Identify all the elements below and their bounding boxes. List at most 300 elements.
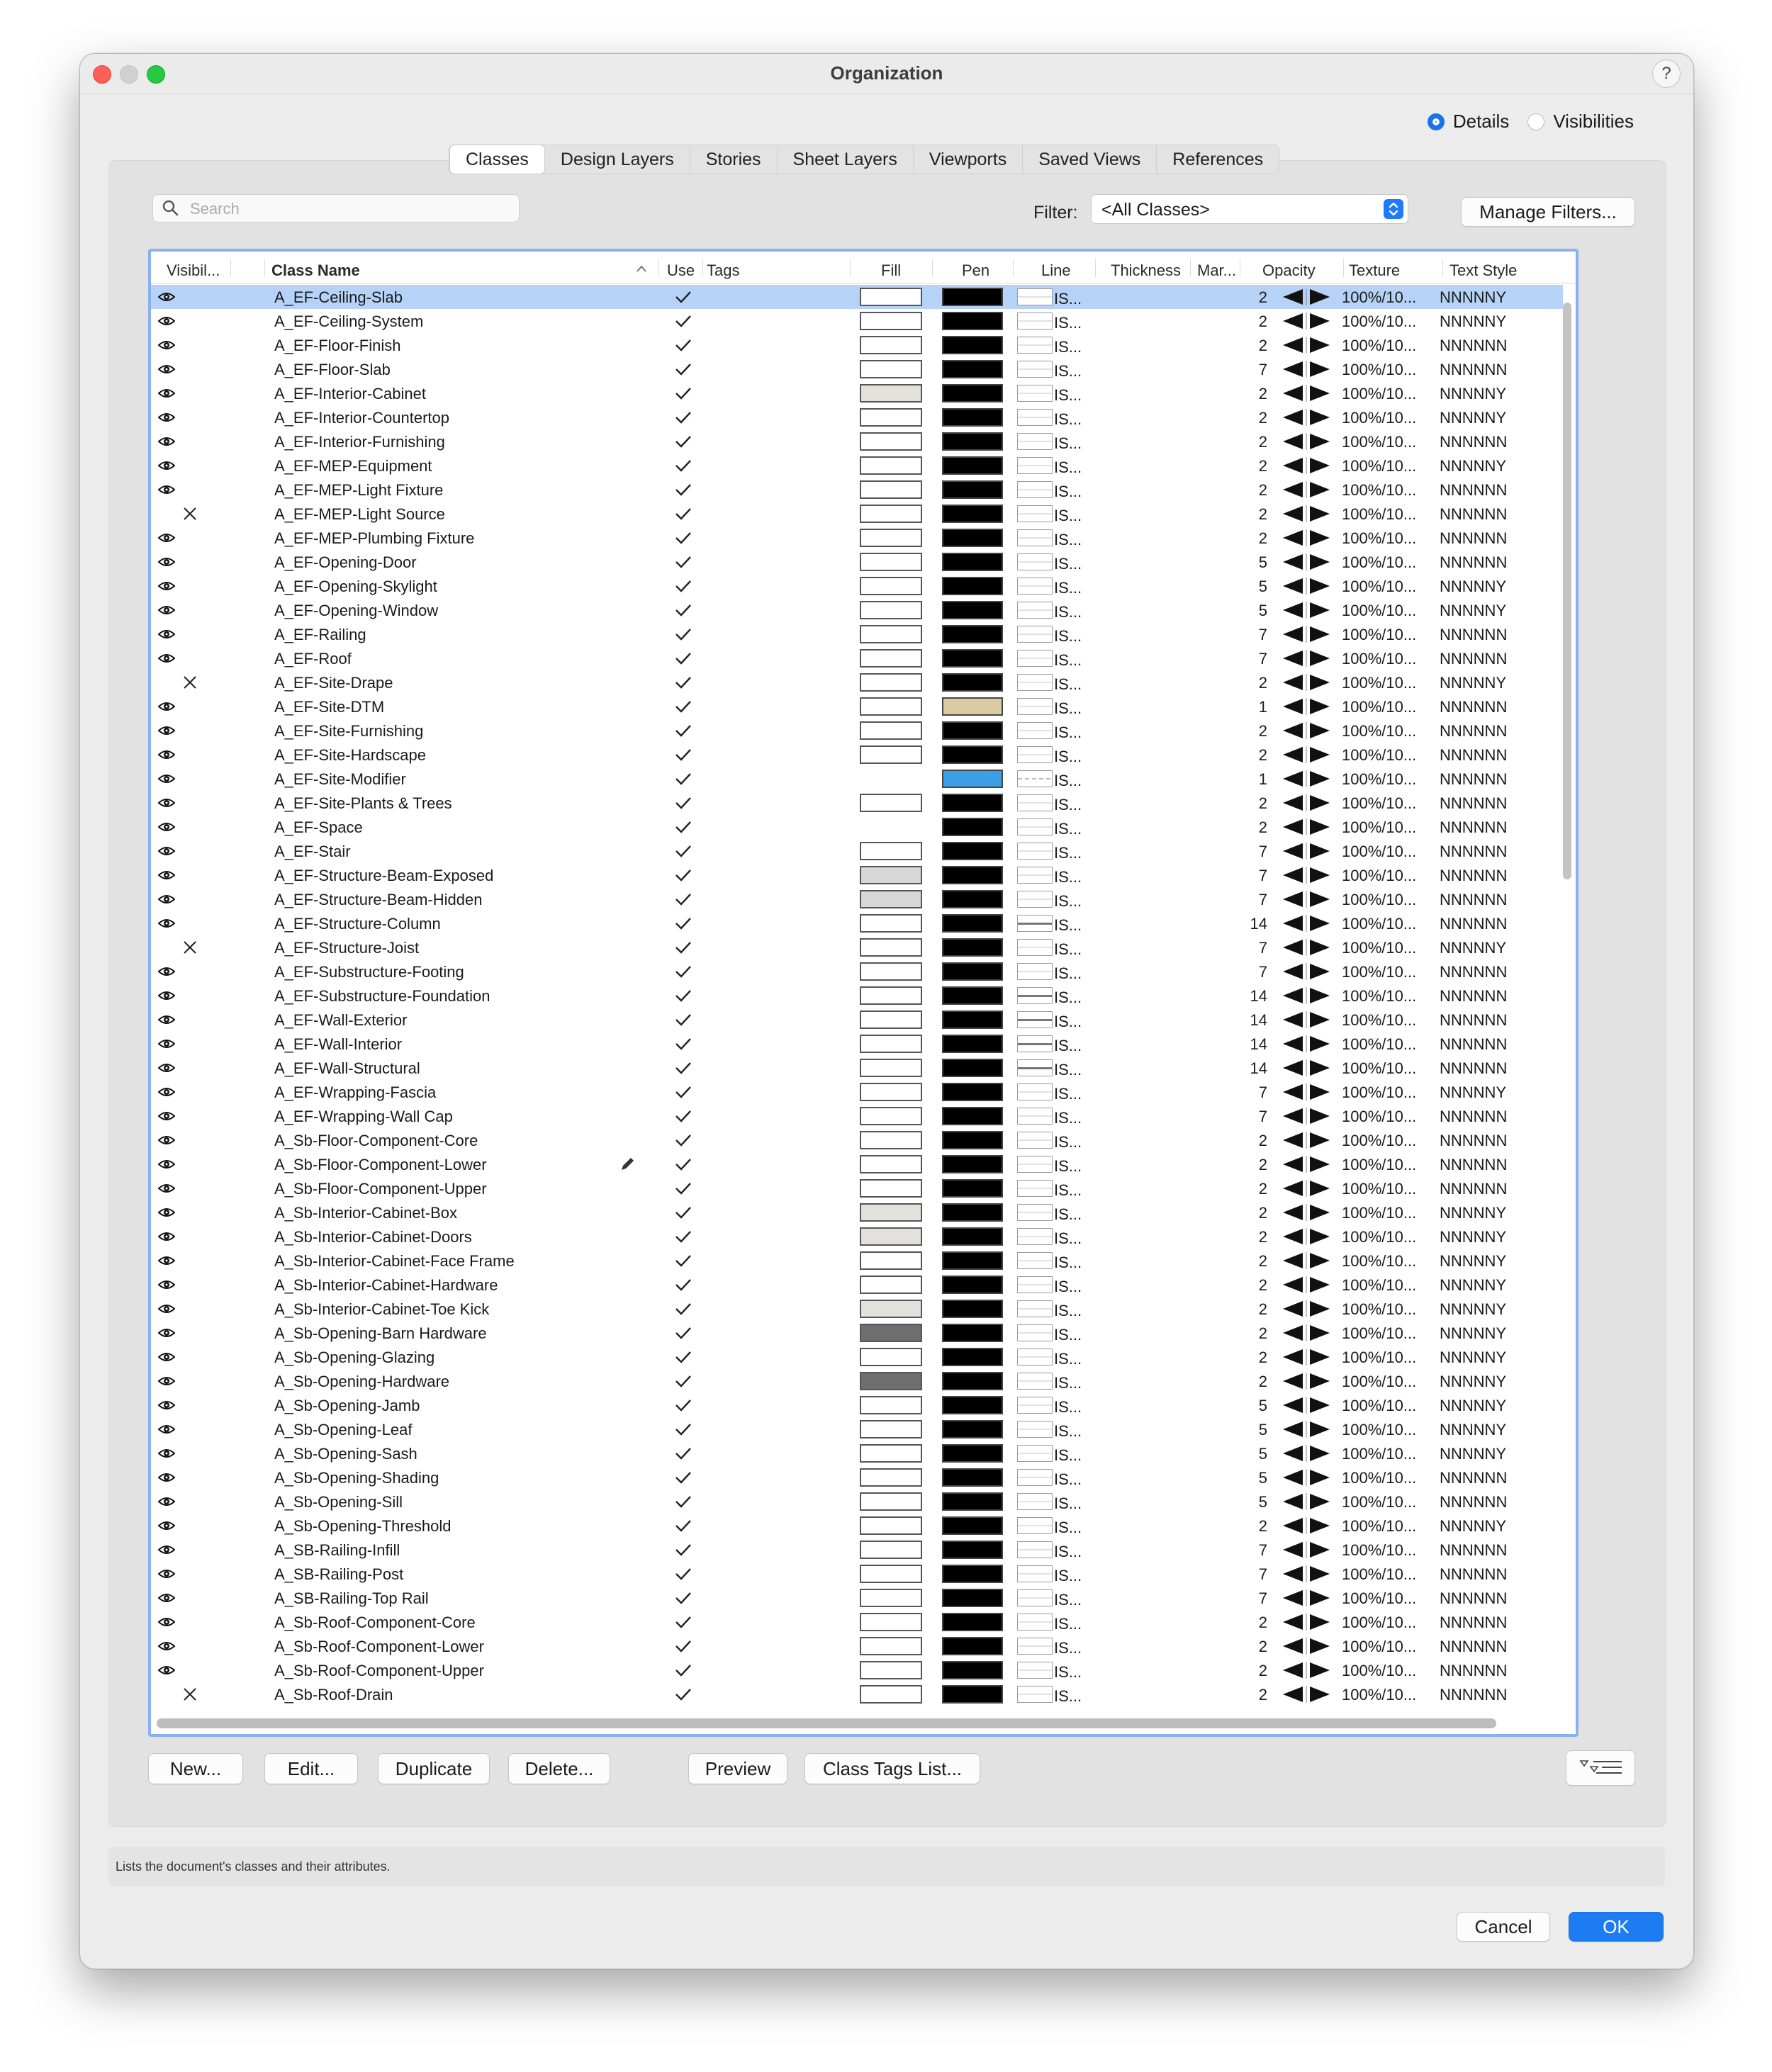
- eye-icon[interactable]: [158, 723, 175, 738]
- col-line[interactable]: Line: [1041, 261, 1071, 279]
- fill-swatch[interactable]: [860, 408, 922, 427]
- eye-icon[interactable]: [158, 843, 175, 859]
- class-name-cell[interactable]: A_EF-MEP-Plumbing Fixture: [274, 529, 475, 547]
- tab-sheet-layers[interactable]: Sheet Layers: [778, 145, 914, 174]
- fill-swatch[interactable]: [860, 745, 922, 764]
- marker-arrows-icon[interactable]: [1282, 1300, 1331, 1317]
- line-swatch[interactable]: [1017, 1300, 1053, 1317]
- fill-swatch[interactable]: [860, 721, 922, 740]
- pen-swatch[interactable]: [942, 818, 1003, 836]
- fill-swatch[interactable]: [860, 1010, 922, 1029]
- fill-swatch[interactable]: [860, 1251, 922, 1270]
- line-swatch[interactable]: [1017, 1662, 1053, 1679]
- fill-swatch[interactable]: [860, 890, 922, 908]
- marker-arrows-icon[interactable]: [1282, 1108, 1331, 1125]
- eye-icon[interactable]: [158, 1662, 175, 1678]
- table-row[interactable]: [151, 1610, 1563, 1634]
- marker-arrows-icon[interactable]: [1282, 385, 1331, 402]
- table-row[interactable]: [151, 670, 1563, 694]
- fill-swatch[interactable]: [860, 1276, 922, 1294]
- pen-swatch[interactable]: [942, 1276, 1003, 1294]
- pen-swatch[interactable]: [942, 1444, 1003, 1463]
- pen-swatch[interactable]: [942, 1420, 1003, 1438]
- eye-icon[interactable]: [158, 530, 175, 546]
- class-name-cell[interactable]: A_EF-Site-Plants & Trees: [274, 794, 452, 812]
- pen-swatch[interactable]: [942, 866, 1003, 884]
- line-swatch[interactable]: [1017, 578, 1053, 595]
- eye-icon[interactable]: [158, 1421, 175, 1437]
- class-name-cell[interactable]: A_Sb-Roof-Component-Core: [274, 1614, 476, 1631]
- marker-arrows-icon[interactable]: [1282, 1204, 1331, 1221]
- fill-swatch[interactable]: [860, 673, 922, 692]
- fill-swatch[interactable]: [860, 1444, 922, 1463]
- table-row[interactable]: [151, 1321, 1563, 1345]
- pen-swatch[interactable]: [942, 1010, 1003, 1029]
- class-name-cell[interactable]: A_EF-Site-Drape: [274, 674, 393, 692]
- pen-swatch[interactable]: [942, 1035, 1003, 1053]
- fill-swatch[interactable]: [860, 1300, 922, 1318]
- line-swatch[interactable]: [1017, 1059, 1053, 1076]
- tab-stories[interactable]: Stories: [690, 145, 778, 174]
- fill-swatch[interactable]: [860, 288, 922, 306]
- pen-swatch[interactable]: [942, 794, 1003, 812]
- class-name-cell[interactable]: A_EF-Wall-Structural: [274, 1059, 420, 1077]
- marker-arrows-icon[interactable]: [1282, 987, 1331, 1004]
- eye-icon[interactable]: [158, 867, 175, 883]
- pen-swatch[interactable]: [942, 288, 1003, 306]
- eye-icon[interactable]: [158, 1036, 175, 1052]
- eye-icon[interactable]: [158, 795, 175, 811]
- tab-saved-views[interactable]: Saved Views: [1023, 145, 1157, 174]
- table-row[interactable]: [151, 694, 1563, 719]
- pen-swatch[interactable]: [942, 770, 1003, 788]
- table-row[interactable]: [151, 1032, 1563, 1056]
- fill-swatch[interactable]: [860, 1107, 922, 1125]
- line-swatch[interactable]: [1017, 385, 1053, 402]
- eye-icon[interactable]: [158, 1590, 175, 1606]
- marker-arrows-icon[interactable]: [1282, 457, 1331, 474]
- hidden-x-icon[interactable]: [182, 1687, 198, 1702]
- eye-icon[interactable]: [158, 289, 175, 305]
- class-name-cell[interactable]: A_Sb-Floor-Component-Core: [274, 1132, 478, 1149]
- column-options-button[interactable]: [1566, 1750, 1635, 1786]
- table-row[interactable]: [151, 911, 1563, 935]
- table-row[interactable]: [151, 574, 1563, 598]
- fill-swatch[interactable]: [860, 938, 922, 957]
- table-row[interactable]: [151, 1128, 1563, 1152]
- pen-swatch[interactable]: [942, 505, 1003, 523]
- line-swatch[interactable]: [1017, 1324, 1053, 1341]
- eye-icon[interactable]: [158, 1181, 175, 1196]
- table-row[interactable]: [151, 502, 1563, 526]
- pen-swatch[interactable]: [942, 1251, 1003, 1270]
- eye-icon[interactable]: [158, 1542, 175, 1558]
- pen-swatch[interactable]: [942, 1468, 1003, 1487]
- table-row[interactable]: [151, 429, 1563, 454]
- eye-icon[interactable]: [158, 1156, 175, 1172]
- pen-swatch[interactable]: [942, 914, 1003, 933]
- col-thickness[interactable]: Thickness: [1111, 261, 1182, 279]
- marker-arrows-icon[interactable]: [1282, 1469, 1331, 1486]
- fill-swatch[interactable]: [860, 1637, 922, 1655]
- radio-details[interactable]: [1428, 111, 1509, 133]
- eye-icon[interactable]: [158, 410, 175, 425]
- eye-icon[interactable]: [158, 988, 175, 1003]
- col-opacity[interactable]: Opacity: [1262, 261, 1316, 279]
- eye-icon[interactable]: [158, 337, 175, 353]
- class-name-cell[interactable]: A_EF-Roof: [274, 650, 352, 668]
- class-name-cell[interactable]: A_EF-Wall-Interior: [274, 1035, 403, 1053]
- eye-icon[interactable]: [158, 1614, 175, 1630]
- table-row[interactable]: [151, 478, 1563, 502]
- marker-arrows-icon[interactable]: [1282, 481, 1331, 498]
- table-row[interactable]: [151, 1490, 1563, 1514]
- class-name-cell[interactable]: A_Sb-Opening-Sill: [274, 1493, 403, 1511]
- class-name-cell[interactable]: A_EF-MEP-Light Fixture: [274, 481, 444, 499]
- table-row[interactable]: [151, 1104, 1563, 1128]
- line-swatch[interactable]: [1017, 553, 1053, 570]
- pen-swatch[interactable]: [942, 456, 1003, 475]
- class-name-cell[interactable]: A_EF-Opening-Window: [274, 602, 439, 619]
- fill-swatch[interactable]: [860, 1492, 922, 1511]
- fill-swatch[interactable]: [860, 1155, 922, 1173]
- line-swatch[interactable]: [1017, 818, 1053, 835]
- eye-icon[interactable]: [158, 1494, 175, 1509]
- fill-swatch[interactable]: [860, 914, 922, 933]
- marker-arrows-icon[interactable]: [1282, 1686, 1331, 1703]
- eye-icon[interactable]: [158, 1373, 175, 1389]
- fill-swatch[interactable]: [860, 1203, 922, 1222]
- line-swatch[interactable]: [1017, 891, 1053, 908]
- table-row[interactable]: [151, 357, 1563, 381]
- pen-swatch[interactable]: [942, 938, 1003, 957]
- line-swatch[interactable]: [1017, 529, 1053, 546]
- eye-icon[interactable]: [158, 578, 175, 594]
- eye-icon[interactable]: [158, 1084, 175, 1100]
- class-name-cell[interactable]: A_Sb-Opening-Sash: [274, 1445, 417, 1463]
- fill-swatch[interactable]: [860, 625, 922, 643]
- marker-arrows-icon[interactable]: [1282, 746, 1331, 763]
- pen-swatch[interactable]: [942, 1637, 1003, 1655]
- fill-swatch[interactable]: [860, 601, 922, 619]
- table-row[interactable]: [151, 839, 1563, 863]
- eye-icon[interactable]: [158, 1012, 175, 1027]
- class-name-cell[interactable]: A_EF-Site-Hardscape: [274, 746, 426, 764]
- col-text-style[interactable]: Text Style: [1449, 261, 1518, 279]
- pen-swatch[interactable]: [942, 432, 1003, 451]
- table-row[interactable]: [151, 1224, 1563, 1249]
- class-name-cell[interactable]: A_EF-Opening-Skylight: [274, 578, 437, 595]
- class-name-cell[interactable]: A_EF-Site-Furnishing: [274, 722, 424, 740]
- pen-swatch[interactable]: [942, 673, 1003, 692]
- delete-button[interactable]: Delete...: [508, 1753, 610, 1784]
- marker-arrows-icon[interactable]: [1282, 505, 1331, 522]
- class-name-cell[interactable]: A_EF-Structure-Column: [274, 915, 441, 933]
- table-row[interactable]: [151, 1152, 1563, 1176]
- eye-icon[interactable]: [158, 1470, 175, 1485]
- table-row[interactable]: [151, 743, 1563, 767]
- line-swatch[interactable]: [1017, 1108, 1053, 1125]
- cancel-button[interactable]: Cancel: [1457, 1912, 1550, 1942]
- pen-swatch[interactable]: [942, 962, 1003, 981]
- marker-arrows-icon[interactable]: [1282, 1059, 1331, 1076]
- marker-arrows-icon[interactable]: [1282, 963, 1331, 980]
- line-swatch[interactable]: [1017, 1035, 1053, 1052]
- table-row[interactable]: [151, 887, 1563, 911]
- pen-swatch[interactable]: [942, 1155, 1003, 1173]
- marker-arrows-icon[interactable]: [1282, 915, 1331, 932]
- table-row[interactable]: [151, 1538, 1563, 1562]
- eye-icon[interactable]: [158, 1277, 175, 1293]
- line-swatch[interactable]: [1017, 1638, 1053, 1655]
- line-swatch[interactable]: [1017, 361, 1053, 378]
- marker-arrows-icon[interactable]: [1282, 433, 1331, 450]
- tab-design-layers[interactable]: Design Layers: [545, 145, 690, 174]
- fill-swatch[interactable]: [860, 1541, 922, 1559]
- fill-swatch[interactable]: [860, 794, 922, 812]
- fill-swatch[interactable]: [860, 1035, 922, 1053]
- marker-arrows-icon[interactable]: [1282, 1421, 1331, 1438]
- table-row[interactable]: [151, 1658, 1563, 1682]
- line-swatch[interactable]: [1017, 794, 1053, 811]
- pen-swatch[interactable]: [942, 1179, 1003, 1198]
- table-row[interactable]: [151, 285, 1563, 309]
- pencil-icon[interactable]: [619, 1156, 636, 1173]
- pen-swatch[interactable]: [942, 1541, 1003, 1559]
- pen-swatch[interactable]: [942, 1396, 1003, 1414]
- line-swatch[interactable]: [1017, 1132, 1053, 1149]
- eye-icon[interactable]: [158, 819, 175, 835]
- table-row[interactable]: [151, 767, 1563, 791]
- table-row[interactable]: [151, 646, 1563, 670]
- line-swatch[interactable]: [1017, 867, 1053, 884]
- eye-icon[interactable]: [158, 626, 175, 642]
- pen-swatch[interactable]: [942, 384, 1003, 402]
- pen-swatch[interactable]: [942, 360, 1003, 378]
- table-row[interactable]: [151, 959, 1563, 984]
- hidden-x-icon[interactable]: [182, 506, 198, 522]
- help-button[interactable]: ?: [1652, 60, 1681, 88]
- class-name-cell[interactable]: A_Sb-Opening-Threshold: [274, 1517, 452, 1535]
- class-name-cell[interactable]: A_Sb-Roof-Drain: [274, 1686, 393, 1704]
- marker-arrows-icon[interactable]: [1282, 1083, 1331, 1100]
- line-swatch[interactable]: [1017, 1565, 1053, 1582]
- pen-swatch[interactable]: [942, 1589, 1003, 1607]
- line-swatch[interactable]: [1017, 1614, 1053, 1631]
- line-swatch[interactable]: [1017, 1349, 1053, 1366]
- eye-icon[interactable]: [158, 385, 175, 401]
- pen-swatch[interactable]: [942, 1059, 1003, 1077]
- fill-swatch[interactable]: [860, 505, 922, 523]
- line-swatch[interactable]: [1017, 1493, 1053, 1510]
- fill-swatch[interactable]: [860, 384, 922, 402]
- fill-swatch[interactable]: [860, 1661, 922, 1679]
- fill-swatch[interactable]: [860, 529, 922, 547]
- marker-arrows-icon[interactable]: [1282, 1397, 1331, 1414]
- table-row[interactable]: [151, 1345, 1563, 1369]
- class-name-cell[interactable]: A_Sb-Interior-Cabinet-Doors: [274, 1228, 472, 1246]
- sort-ascending-icon[interactable]: [636, 264, 647, 273]
- class-name-cell[interactable]: A_EF-Structure-Beam-Exposed: [274, 867, 494, 884]
- marker-arrows-icon[interactable]: [1282, 1493, 1331, 1510]
- line-swatch[interactable]: [1017, 337, 1053, 354]
- marker-arrows-icon[interactable]: [1282, 867, 1331, 884]
- eye-icon[interactable]: [158, 482, 175, 497]
- pen-swatch[interactable]: [942, 1324, 1003, 1342]
- marker-arrows-icon[interactable]: [1282, 1132, 1331, 1149]
- class-name-cell[interactable]: A_EF-Opening-Door: [274, 553, 417, 571]
- line-swatch[interactable]: [1017, 1517, 1053, 1534]
- class-name-cell[interactable]: A_SB-Railing-Top Rail: [274, 1589, 429, 1607]
- class-name-cell[interactable]: A_SB-Railing-Post: [274, 1565, 404, 1583]
- eye-icon[interactable]: [158, 916, 175, 931]
- line-swatch[interactable]: [1017, 1011, 1053, 1028]
- table-row[interactable]: [151, 935, 1563, 959]
- marker-arrows-icon[interactable]: [1282, 818, 1331, 835]
- fill-swatch[interactable]: [860, 1420, 922, 1438]
- eye-icon[interactable]: [158, 554, 175, 570]
- line-swatch[interactable]: [1017, 746, 1053, 763]
- eye-icon[interactable]: [158, 458, 175, 473]
- pen-swatch[interactable]: [942, 625, 1003, 643]
- marker-arrows-icon[interactable]: [1282, 288, 1331, 305]
- new-button[interactable]: New...: [148, 1753, 243, 1784]
- pen-swatch[interactable]: [942, 480, 1003, 499]
- marker-arrows-icon[interactable]: [1282, 1541, 1331, 1558]
- eye-icon[interactable]: [158, 434, 175, 449]
- marker-arrows-icon[interactable]: [1282, 1035, 1331, 1052]
- class-name-cell[interactable]: A_Sb-Floor-Component-Lower: [274, 1156, 487, 1173]
- marker-arrows-icon[interactable]: [1282, 1638, 1331, 1655]
- pen-swatch[interactable]: [942, 649, 1003, 668]
- search-input[interactable]: [152, 194, 520, 223]
- table-row[interactable]: [151, 1297, 1563, 1321]
- fill-swatch[interactable]: [860, 986, 922, 1005]
- marker-arrows-icon[interactable]: [1282, 409, 1331, 426]
- pen-swatch[interactable]: [942, 1083, 1003, 1101]
- table-row[interactable]: [151, 1008, 1563, 1032]
- fill-swatch[interactable]: [860, 432, 922, 451]
- table-row[interactable]: [151, 1369, 1563, 1393]
- eye-icon[interactable]: [158, 1205, 175, 1220]
- marker-arrows-icon[interactable]: [1282, 1614, 1331, 1631]
- class-name-cell[interactable]: A_EF-Interior-Cabinet: [274, 385, 426, 402]
- class-name-cell[interactable]: A_Sb-Opening-Shading: [274, 1469, 439, 1487]
- radio-details-dot[interactable]: [1428, 113, 1445, 130]
- marker-arrows-icon[interactable]: [1282, 337, 1331, 354]
- fill-swatch[interactable]: [860, 962, 922, 981]
- eye-icon[interactable]: [158, 771, 175, 787]
- marker-arrows-icon[interactable]: [1282, 1373, 1331, 1390]
- manage-filters-button[interactable]: Manage Filters...: [1461, 197, 1635, 227]
- fill-swatch[interactable]: [860, 1131, 922, 1149]
- marker-arrows-icon[interactable]: [1282, 1517, 1331, 1534]
- radio-visibilities[interactable]: [1527, 111, 1634, 133]
- pen-swatch[interactable]: [942, 529, 1003, 547]
- class-name-cell[interactable]: A_EF-Substructure-Foundation: [274, 987, 490, 1005]
- pen-swatch[interactable]: [942, 601, 1003, 619]
- pen-swatch[interactable]: [942, 842, 1003, 860]
- fill-swatch[interactable]: [860, 577, 922, 595]
- col-pen[interactable]: Pen: [962, 261, 990, 279]
- table-row[interactable]: [151, 1441, 1563, 1465]
- eye-icon[interactable]: [158, 1397, 175, 1413]
- class-name-cell[interactable]: A_EF-Stair: [274, 843, 351, 860]
- eye-icon[interactable]: [158, 891, 175, 907]
- tab-viewports[interactable]: Viewports: [914, 145, 1023, 174]
- class-name-cell[interactable]: A_EF-Interior-Furnishing: [274, 433, 445, 451]
- table-row[interactable]: [151, 550, 1563, 574]
- eye-icon[interactable]: [158, 651, 175, 666]
- line-swatch[interactable]: [1017, 409, 1053, 426]
- eye-icon[interactable]: [158, 1566, 175, 1582]
- col-visibility[interactable]: Visibil...: [167, 261, 220, 279]
- fill-swatch[interactable]: [860, 1227, 922, 1246]
- class-name-cell[interactable]: A_EF-Interior-Countertop: [274, 409, 449, 427]
- marker-arrows-icon[interactable]: [1282, 891, 1331, 908]
- class-name-cell[interactable]: A_EF-Structure-Joist: [274, 939, 420, 957]
- class-name-cell[interactable]: A_EF-Site-Modifier: [274, 770, 406, 788]
- edit-button[interactable]: Edit...: [264, 1753, 358, 1784]
- class-name-cell[interactable]: A_SB-Railing-Infill: [274, 1541, 400, 1559]
- line-swatch[interactable]: [1017, 457, 1053, 474]
- marker-arrows-icon[interactable]: [1282, 794, 1331, 811]
- fill-swatch[interactable]: [860, 480, 922, 499]
- col-texture[interactable]: Texture: [1349, 261, 1401, 279]
- table-row[interactable]: [151, 1682, 1563, 1706]
- marker-arrows-icon[interactable]: [1282, 770, 1331, 787]
- filter-select[interactable]: [1091, 194, 1408, 224]
- col-fill[interactable]: Fill: [881, 261, 902, 279]
- line-swatch[interactable]: [1017, 481, 1053, 498]
- pen-swatch[interactable]: [942, 986, 1003, 1005]
- fill-swatch[interactable]: [860, 866, 922, 884]
- table-row[interactable]: [151, 526, 1563, 550]
- line-swatch[interactable]: [1017, 650, 1053, 667]
- marker-arrows-icon[interactable]: [1282, 1180, 1331, 1197]
- line-swatch[interactable]: [1017, 915, 1053, 932]
- table-row[interactable]: [151, 1249, 1563, 1273]
- marker-arrows-icon[interactable]: [1282, 1565, 1331, 1582]
- eye-icon[interactable]: [158, 699, 175, 714]
- class-name-cell[interactable]: A_Sb-Interior-Cabinet-Hardware: [274, 1276, 498, 1294]
- line-swatch[interactable]: [1017, 1180, 1053, 1197]
- eye-icon[interactable]: [158, 1301, 175, 1317]
- line-swatch[interactable]: [1017, 288, 1053, 305]
- pen-swatch[interactable]: [942, 1613, 1003, 1631]
- pen-swatch[interactable]: [942, 1131, 1003, 1149]
- line-swatch[interactable]: [1017, 1469, 1053, 1486]
- pen-swatch[interactable]: [942, 1372, 1003, 1390]
- marker-arrows-icon[interactable]: [1282, 1445, 1331, 1462]
- eye-icon[interactable]: [158, 747, 175, 762]
- line-swatch[interactable]: [1017, 1589, 1053, 1606]
- class-name-cell[interactable]: A_EF-Floor-Finish: [274, 337, 401, 354]
- marker-arrows-icon[interactable]: [1282, 650, 1331, 667]
- class-name-cell[interactable]: A_Sb-Roof-Component-Upper: [274, 1662, 484, 1679]
- tab-references[interactable]: References: [1172, 150, 1264, 169]
- fill-swatch[interactable]: [860, 312, 922, 330]
- line-swatch[interactable]: [1017, 602, 1053, 619]
- vertical-scrollbar[interactable]: [1563, 303, 1571, 879]
- line-swatch[interactable]: [1017, 1421, 1053, 1438]
- line-swatch[interactable]: [1017, 1228, 1053, 1245]
- eye-icon[interactable]: [158, 1253, 175, 1268]
- pen-swatch[interactable]: [942, 1492, 1003, 1511]
- fill-swatch[interactable]: [860, 1613, 922, 1631]
- preview-button[interactable]: Preview: [688, 1753, 787, 1784]
- pen-swatch[interactable]: [942, 745, 1003, 764]
